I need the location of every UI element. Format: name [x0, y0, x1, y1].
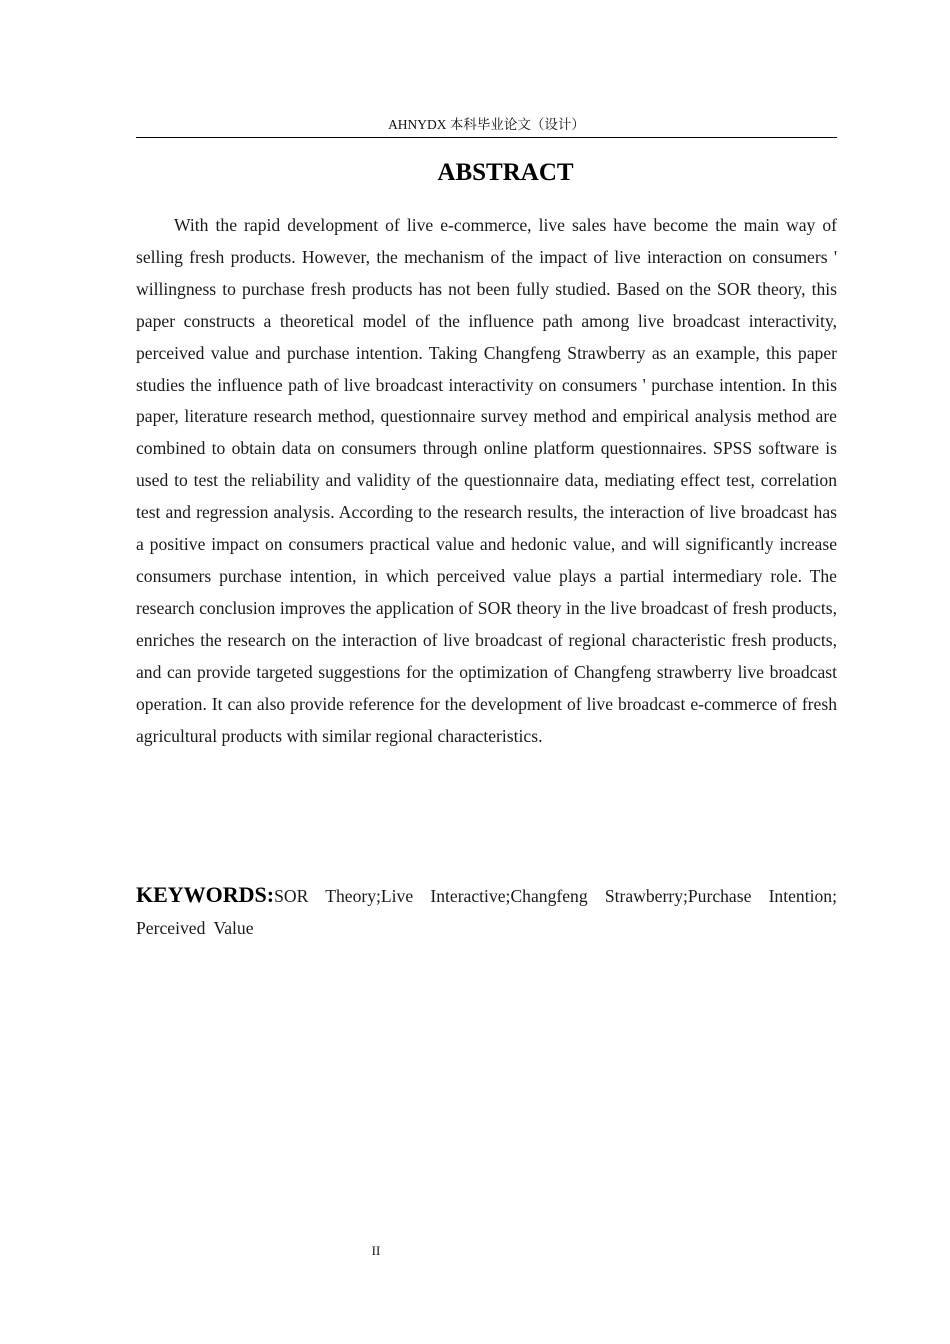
abstract-title: ABSTRACT — [437, 159, 574, 186]
header-rule — [136, 137, 837, 138]
running-header: AHNYDX 本科毕业论文（设计） — [388, 117, 585, 132]
keywords-text: SOR Theory;Live Interactive;Changfeng Strawberry;Purchase Intention; Perceived Value — [136, 886, 837, 938]
abstract-paragraph: With the rapid development of live e-commerce, live sales have become the main way of selling fresh products. However, the mechanism of the impact of live interaction on consumers ' willingness to purchase fresh products has not been fully studied. Based on the SOR theory, this paper constructs a theoretical model of the influence path among live broadcast interactivity, perceived value and purchase intention. Taking Changfeng Strawberry as an example, this paper studies the influence path of live broadcast interactivity on consumers ' purchase intention. In this paper, literature research method, questionnaire survey method and empirical analysis method are combined to obtain data on consumers through online platform questionnaires. SPSS software is used to test the reliability and validity of the questionnaire data, mediating effect test, correlation test and regression analysis. According to the research results, the interaction of live broadcast has a positive impact on consumers practical value and hedonic value, and will significantly increase consumers purchase intention, in which perceived value plays a partial intermediary role. The research conclusion improves the application of SOR theory in the live broadcast of fresh products, enriches the research on the interaction of live broadcast of regional characteristic fresh products, and can provide targeted suggestions for the optimization of Changfeng strawberry live broadcast operation. It can also provide reference for the development of live broadcast e-commerce of fresh agricultural products with similar regional characteristics. — [136, 215, 837, 746]
keywords-label: KEYWORDS: — [136, 882, 275, 907]
keywords-line — [136, 879, 837, 944]
page-number: II — [371, 1243, 381, 1258]
